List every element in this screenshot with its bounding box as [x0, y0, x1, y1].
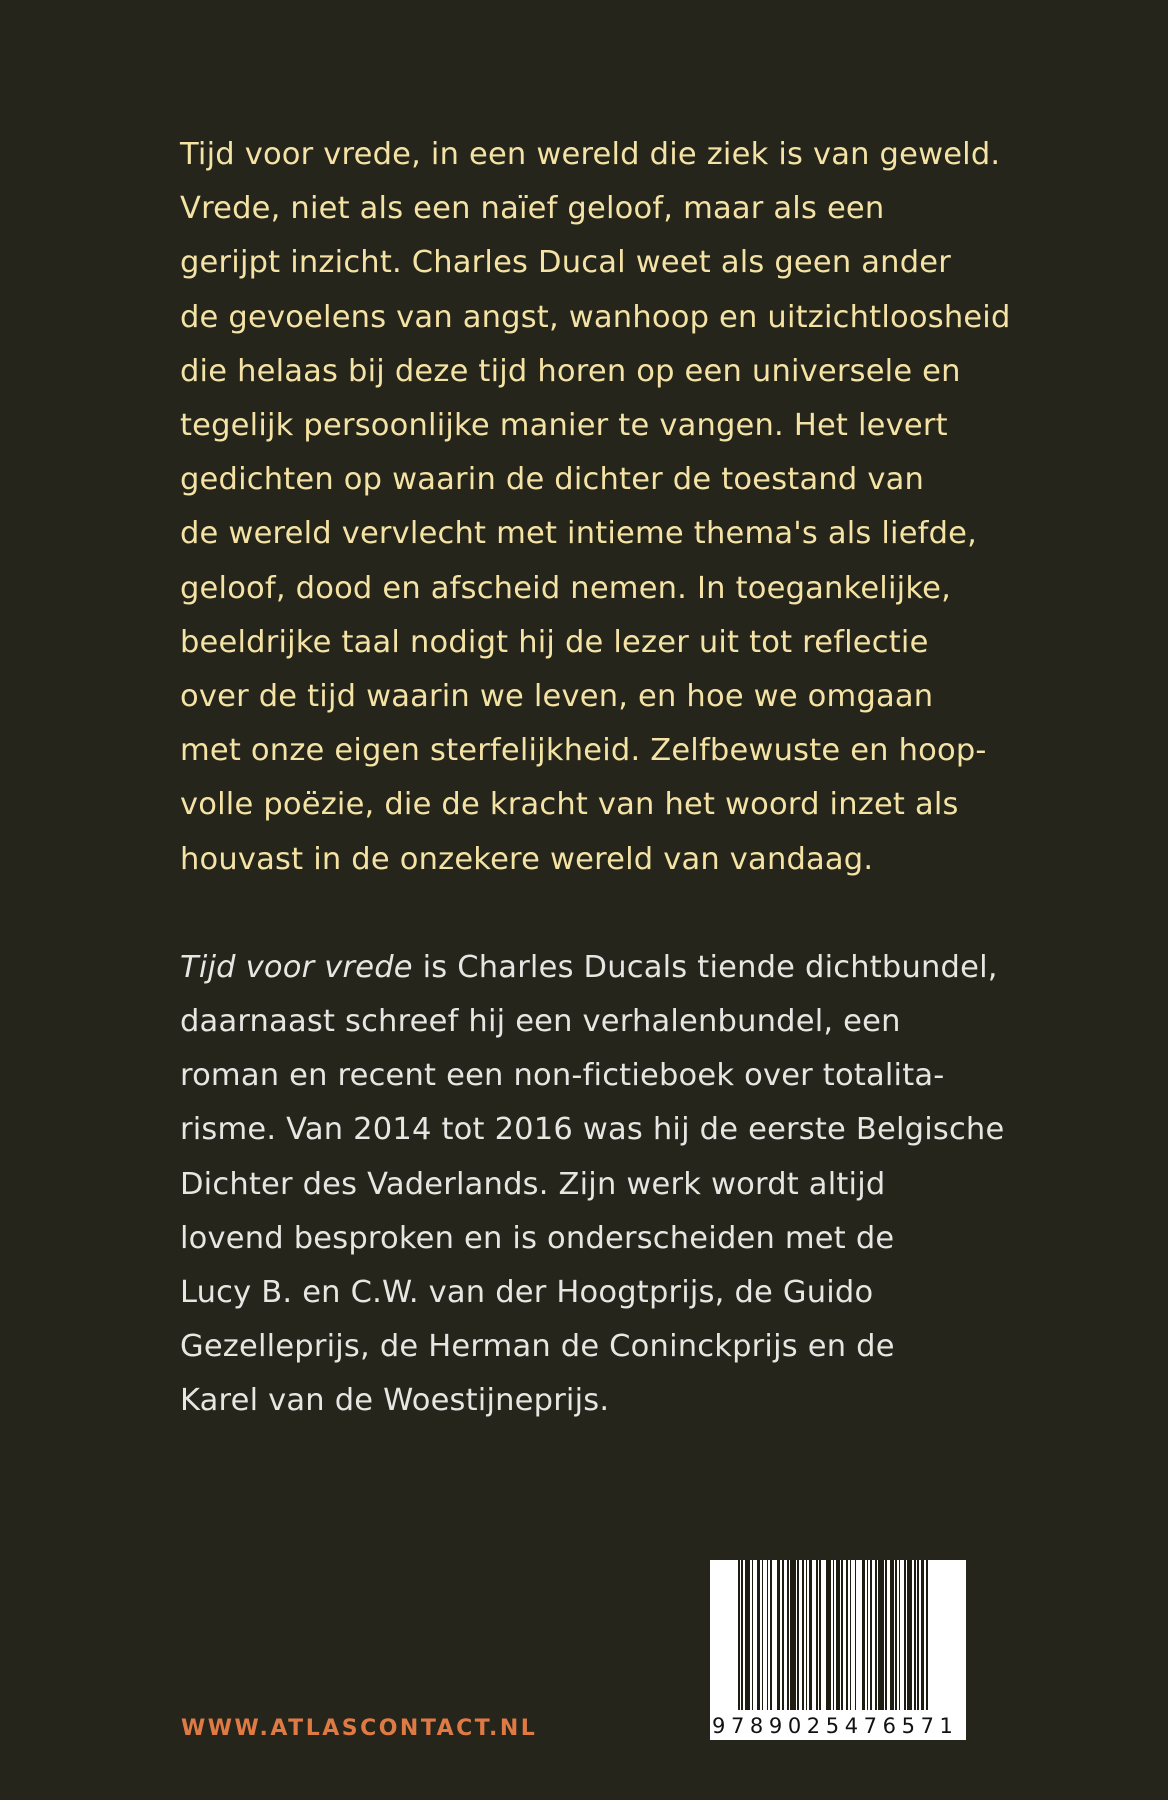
text-line: gerijpt inzicht. Charles Ducal weet als geen ander — [180, 245, 951, 281]
text-line: Lucy B. en C.W. van der Hoogtprijs, de Guido — [180, 1275, 874, 1311]
text-line: gedichten op waarin de dichter de toestand van — [180, 462, 924, 498]
text-line: de wereld vervlecht met intieme thema's als liefde, — [180, 516, 978, 552]
book-title-italic: Tijd voor vrede — [180, 949, 413, 985]
blurb-text — [180, 128, 1011, 1429]
text-line: lovend besproken en is onderscheiden met de — [180, 1220, 895, 1256]
text-line: roman en recent een non-fictieboek over totalita- — [180, 1058, 945, 1094]
text-line: risme. Van 2014 tot 2016 was hij de eerste Belgische — [180, 1112, 1005, 1148]
barcode-icon — [738, 1560, 952, 1710]
publisher-url: WWW.ATLASCONTACT.NL — [181, 1716, 538, 1741]
text-line: tegelijk persoonlijke manier te vangen. Het levert — [180, 408, 948, 444]
text-line: beeldrijke taal nodigt hij de lezer uit tot reflectie — [180, 624, 929, 660]
blurb-paragraph-author-bio — [180, 941, 1005, 1429]
text-line — [180, 941, 1000, 995]
text-fragment: is Charles Ducals tiende dichtbundel, — [412, 949, 998, 985]
isbn-number: 9789025476571 — [712, 1714, 959, 1738]
text-line: volle poëzie, die de kracht van het woord inzet als — [180, 787, 959, 823]
text-line: met onze eigen sterfelijkheid. Zelfbewuste en hoop- — [180, 733, 987, 769]
text-line: Tijd voor vrede, in een wereld die ziek is van geweld. — [180, 137, 1001, 172]
barcode-space — [928, 1560, 930, 1710]
text-line: Gezelleprijs, de Herman de Coninckprijs en de — [180, 1329, 895, 1365]
text-line: daarnaast schreef hij een verhalenbundel, een — [180, 1004, 901, 1040]
text-line: Vrede, niet als een naïef geloof, maar als een — [180, 191, 885, 227]
text-line: over de tijd waarin we leven, en hoe we omgaan — [180, 679, 934, 715]
text-line: die helaas bij deze tijd horen op een universele en — [180, 353, 961, 389]
text-line: de gevoelens van angst, wanhoop en uitzichtloosheid — [180, 299, 1011, 335]
text-line: geloof, dood en afscheid nemen. In toegankelijke, — [180, 570, 951, 606]
text-line: Dichter des Vaderlands. Zijn werk wordt altijd — [180, 1166, 886, 1202]
text-line: houvast in de onzekere wereld van vandaag. — [180, 841, 874, 877]
isbn-barcode — [710, 1560, 966, 1740]
text-line: Karel van de Woestijneprijs. — [180, 1383, 610, 1419]
blurb-paragraph-description — [180, 128, 1011, 887]
